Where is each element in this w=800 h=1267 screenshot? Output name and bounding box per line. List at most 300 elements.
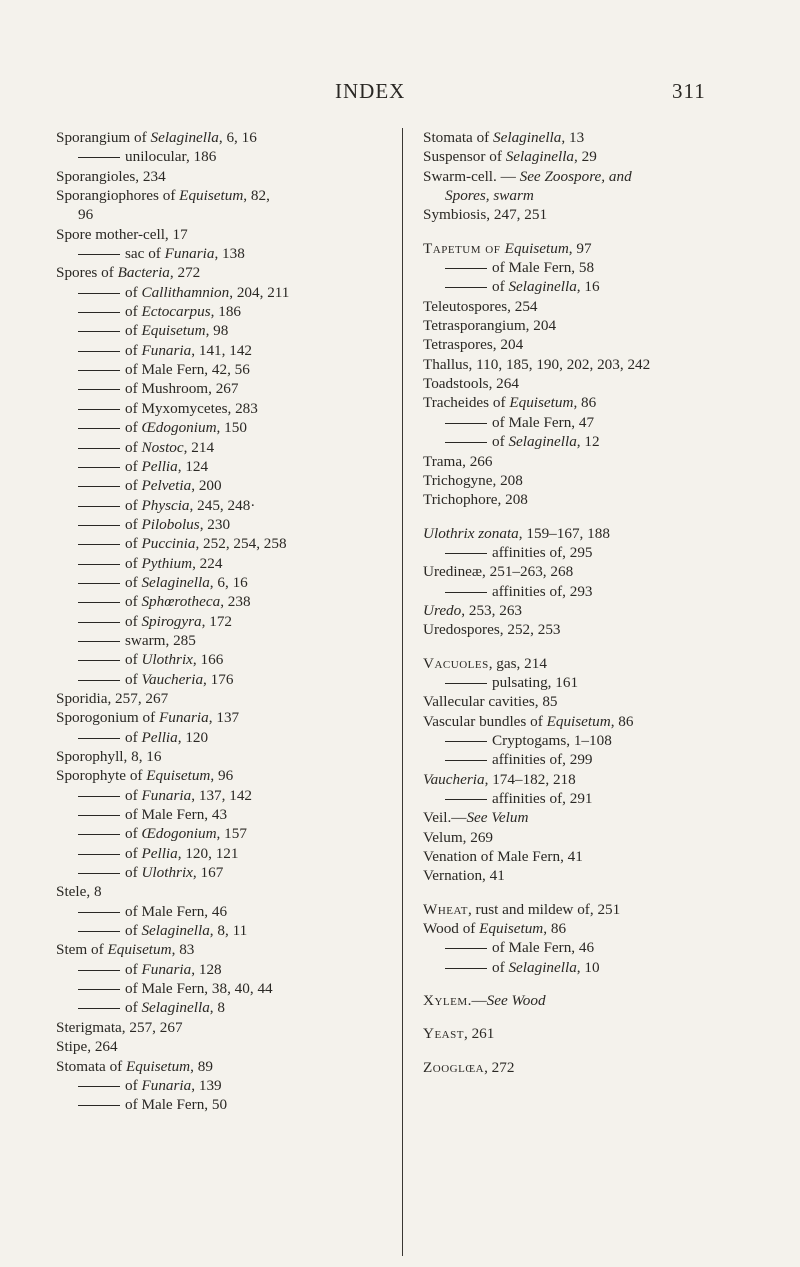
entry-text: Selaginella	[141, 999, 210, 1017]
index-entry	[423, 770, 773, 789]
index-entry	[423, 355, 773, 374]
index-entry	[423, 601, 773, 620]
entry-text: Stomata of	[56, 1057, 127, 1075]
index-entry	[423, 374, 773, 393]
index-subentry	[56, 573, 396, 592]
index-entry	[56, 882, 396, 901]
entry-text: , 86	[610, 712, 634, 730]
entry-text: Wood of	[423, 920, 480, 938]
entry-text: Sporidia, 257, 267	[56, 689, 169, 707]
index-entry	[56, 1057, 396, 1076]
entry-text: , 186	[210, 303, 242, 321]
page-title: INDEX	[335, 79, 406, 103]
section-gap	[423, 640, 773, 654]
entry-text: , 137	[208, 709, 240, 727]
index-subentry	[56, 592, 396, 611]
entry-text: , rust and mildew of, 251	[467, 900, 621, 918]
entry-text: Zooglœa	[423, 1058, 485, 1076]
entry-text: affinities of, 299	[492, 751, 593, 769]
entry-text: Stem of	[56, 941, 108, 959]
entry-text: of	[125, 728, 142, 746]
entry-text: unilocular, 186	[125, 148, 217, 166]
index-subentry	[56, 457, 396, 476]
index-subentry	[56, 399, 396, 418]
entry-text: , 238	[220, 593, 251, 611]
index-subentry	[423, 413, 773, 432]
entry-text: of	[125, 535, 142, 553]
entry-text: , 13	[561, 129, 585, 146]
entry-text: Vallecular cavities, 85	[423, 693, 558, 711]
entry-text: of Male Fern, 46	[125, 902, 228, 920]
index-entry	[423, 490, 773, 509]
entry-text: Tetraspores, 204	[423, 336, 524, 354]
index-subentry	[423, 432, 773, 451]
index-entry	[56, 747, 396, 766]
entry-text: See Wood	[486, 992, 546, 1010]
entry-text: Tapetum of	[423, 239, 505, 257]
entry-text: of	[492, 433, 509, 451]
entry-text: , 272	[169, 264, 201, 282]
entry-text: , 6, 16	[218, 129, 257, 146]
entry-text: Equisetum	[509, 394, 574, 412]
index-continuation	[56, 205, 396, 224]
index-entry	[56, 1037, 396, 1056]
entry-text: Puccinia	[141, 535, 196, 553]
entry-text: , 200	[191, 477, 222, 495]
section-gap	[423, 510, 773, 524]
entry-text: , 138	[214, 245, 245, 263]
entry-text: Suspensor of	[423, 148, 506, 166]
index-subentry	[56, 786, 396, 805]
entry-text: of	[492, 958, 509, 976]
entry-text: Stipe, 264	[56, 1038, 118, 1056]
entry-text: Selaginella	[505, 148, 575, 166]
entry-text: swarm, 285	[125, 631, 196, 649]
index-entry	[423, 562, 773, 581]
index-column-left	[56, 128, 396, 1115]
index-entry	[56, 689, 396, 708]
section-gap	[423, 977, 773, 991]
entry-text: pulsating, 161	[492, 673, 579, 691]
entry-text: affinities of, 293	[492, 582, 593, 600]
index-subentry	[56, 283, 396, 302]
entry-text: of	[125, 922, 142, 940]
entry-text: Pelvetia	[141, 477, 192, 495]
entry-text: of Male Fern, 58	[492, 259, 595, 277]
entry-text: Uredineæ, 251–263, 268	[423, 563, 574, 581]
entry-text: Trama, 266	[423, 452, 493, 470]
index-entry	[423, 239, 773, 258]
entry-text: of	[125, 341, 142, 359]
index-entry	[423, 1058, 773, 1077]
entry-text: Ulothrix	[141, 864, 193, 882]
entry-text: Velum, 269	[423, 828, 494, 846]
index-subentry	[56, 496, 396, 515]
index-subentry	[56, 631, 396, 650]
entry-text: , 98	[205, 322, 229, 340]
entry-text: Tracheides of	[423, 394, 510, 412]
index-continuation	[423, 186, 773, 205]
entry-text: 96	[78, 206, 94, 224]
entry-text: Vascular bundles of	[423, 712, 547, 730]
entry-text: .—	[467, 992, 487, 1010]
entry-text: , 97	[568, 239, 592, 257]
entry-text: of	[125, 283, 142, 301]
entry-text: Funaria	[141, 960, 192, 978]
entry-text: of Myxomycetes, 283	[125, 399, 258, 417]
index-subentry	[56, 650, 396, 669]
index-entry	[423, 866, 773, 885]
entry-text: Ulothrix zonata	[423, 524, 519, 542]
entry-text: Cryptogams, 1–108	[492, 731, 612, 749]
index-entry	[423, 393, 773, 412]
entry-text: , 139	[191, 1076, 222, 1094]
entry-text: Pellia	[141, 728, 178, 746]
entry-text: , 176	[203, 670, 234, 688]
index-entry	[423, 900, 773, 919]
index-entry	[423, 471, 773, 490]
index-subentry	[56, 612, 396, 631]
entry-text: , 157	[216, 825, 247, 843]
entry-text: of	[492, 278, 509, 296]
entry-text: Sporangiophores of	[56, 187, 180, 205]
entry-text: , 120	[177, 728, 209, 746]
entry-text: , 230	[199, 515, 231, 533]
entry-text: Sporophyll, 8, 16	[56, 748, 162, 765]
entry-text: Vernation, 41	[423, 867, 505, 885]
entry-text: , 261	[463, 1025, 495, 1043]
entry-text: Nostoc	[141, 438, 184, 456]
entry-text: Stomata of	[423, 129, 494, 146]
entry-text: , 8	[209, 999, 225, 1017]
index-subentry	[56, 728, 396, 747]
index-subentry	[56, 921, 396, 940]
index-entry	[56, 225, 396, 244]
entry-text: Sporogonium of	[56, 709, 159, 727]
entry-text: Spirogyra	[141, 612, 202, 630]
entry-text: Sporophyte of	[56, 767, 147, 785]
entry-text: Selaginella	[150, 129, 219, 146]
index-column-right	[423, 128, 773, 1077]
entry-text: See Zoospore, and	[519, 167, 632, 185]
entry-text: Œdogonium	[141, 825, 217, 843]
entry-text: Sterigmata, 257, 267	[56, 1018, 183, 1036]
entry-text: Sphœrotheca	[141, 593, 221, 611]
entry-text: , 83	[171, 941, 195, 959]
entry-text: of	[125, 844, 142, 862]
index-subentry	[56, 979, 396, 998]
entry-text: See Velum	[466, 809, 529, 827]
entry-text: of Male Fern, 42, 56	[125, 361, 250, 379]
index-subentry	[56, 1095, 396, 1114]
entry-text: Trichophore, 208	[423, 491, 528, 509]
index-subentry	[56, 670, 396, 689]
entry-text: of	[125, 670, 142, 688]
entry-text: Equisetum	[107, 941, 172, 959]
entry-text: of Mushroom, 267	[125, 380, 239, 398]
index-entry	[56, 766, 396, 785]
entry-text: affinities of, 295	[492, 543, 593, 561]
entry-text: , 8, 11	[209, 922, 248, 940]
entry-text: Selaginella	[141, 573, 210, 591]
index-entry	[423, 297, 773, 316]
entry-text: , 252, 254, 258	[195, 535, 287, 553]
entry-text: Uredo	[423, 601, 462, 619]
entry-text: , 86	[543, 920, 567, 938]
index-entry	[56, 708, 396, 727]
entry-text: , gas, 214	[488, 654, 547, 672]
entry-text: , 141, 142	[191, 341, 252, 359]
index-subentry	[56, 244, 396, 263]
entry-text: Equisetum	[126, 1057, 191, 1075]
entry-text: of	[125, 515, 142, 533]
entry-text: Stele, 8	[56, 883, 102, 901]
entry-text: of Male Fern, 50	[125, 1096, 228, 1114]
entry-text: Vaucheria	[141, 670, 204, 688]
section-gap	[423, 225, 773, 239]
index-entry	[423, 316, 773, 335]
page-number: 311	[672, 79, 706, 103]
entry-text: Vacuoles	[423, 654, 489, 672]
entry-text: , 214	[183, 438, 215, 456]
entry-text: , 204, 211	[229, 283, 290, 301]
entry-text: , 224	[192, 554, 223, 572]
index-subentry	[56, 360, 396, 379]
entry-text: , 167	[192, 864, 224, 882]
entry-text: Veil.—	[423, 809, 467, 827]
index-entry	[423, 991, 773, 1010]
entry-text: Funaria	[141, 341, 192, 359]
entry-text: , 272	[484, 1058, 515, 1076]
index-subentry	[56, 302, 396, 321]
entry-text: Spores, swarm	[445, 187, 534, 205]
entry-text: Pellia	[141, 844, 178, 862]
index-entry	[423, 147, 773, 166]
entry-text: Xylem	[423, 992, 468, 1010]
entry-text: Ulothrix	[141, 651, 193, 669]
entry-text: Œdogonium	[141, 419, 217, 437]
entry-text: Selaginella	[508, 278, 577, 296]
entry-text: of	[125, 496, 142, 514]
entry-text: , 86	[573, 394, 597, 412]
entry-text: , 96	[210, 767, 234, 785]
index-subentry	[56, 515, 396, 534]
index-subentry	[56, 1076, 396, 1095]
section-gap	[423, 1044, 773, 1058]
index-entry	[423, 654, 773, 673]
entry-text: , 159–167, 188	[518, 524, 610, 542]
entry-text: Bacteria	[117, 264, 170, 282]
index-subentry	[56, 321, 396, 340]
entry-text: , 137, 142	[191, 786, 252, 804]
entry-text: of	[125, 864, 142, 882]
entry-text: Swarm-cell. —	[423, 167, 520, 185]
index-subentry	[423, 582, 773, 601]
index-entry	[423, 919, 773, 938]
entry-text: of	[125, 303, 142, 321]
entry-text: of	[125, 825, 142, 843]
entry-text: Equisetum	[479, 920, 544, 938]
entry-text: Selaginella	[141, 922, 210, 940]
entry-text: Trichogyne, 208	[423, 471, 523, 489]
entry-text: Venation of Male Fern, 41	[423, 848, 583, 866]
index-entry	[423, 167, 773, 186]
index-subentry	[56, 844, 396, 863]
index-entry	[423, 620, 773, 639]
entry-text: , 124	[177, 457, 209, 475]
entry-text: Equisetum	[146, 767, 211, 785]
index-entry	[56, 128, 396, 147]
entry-text: Pythium	[141, 554, 193, 572]
entry-text: of	[125, 960, 142, 978]
column-divider	[402, 128, 403, 1256]
entry-text: Symbiosis, 247, 251	[423, 206, 548, 224]
index-subentry	[423, 750, 773, 769]
entry-text: Uredospores, 252, 253	[423, 621, 561, 639]
entry-text: Funaria	[158, 709, 209, 727]
entry-text: Selaginella	[508, 433, 577, 451]
index-entry	[423, 828, 773, 847]
entry-text: of	[125, 322, 142, 340]
index-subentry	[423, 958, 773, 977]
index-subentry	[56, 998, 396, 1017]
entry-text: Funaria	[141, 1076, 192, 1094]
entry-text: Thallus, 110, 185, 190, 202, 203, 242	[423, 355, 651, 373]
index-subentry	[56, 554, 396, 573]
entry-text: Sporangioles, 234	[56, 167, 166, 185]
index-subentry	[56, 476, 396, 495]
section-gap	[423, 1010, 773, 1024]
index-entry	[423, 128, 773, 147]
index-subentry	[56, 147, 396, 166]
entry-text: , 245, 248·	[189, 496, 256, 514]
index-entry	[423, 692, 773, 711]
entry-text: Spores of	[56, 264, 118, 282]
index-entry	[56, 263, 396, 282]
entry-text: Ectocarpus	[141, 303, 211, 321]
index-entry	[423, 712, 773, 731]
entry-text: Teleutospores, 254	[423, 297, 538, 315]
index-subentry	[423, 277, 773, 296]
index-subentry	[56, 341, 396, 360]
index-subentry	[56, 379, 396, 398]
index-subentry	[56, 863, 396, 882]
entry-text: , 12	[576, 433, 600, 451]
entry-text: Funaria	[141, 786, 192, 804]
entry-text: of	[125, 457, 142, 475]
entry-text: , 120, 121	[177, 844, 239, 862]
entry-text: , 29	[574, 148, 597, 166]
entry-text: of Male Fern, 46	[492, 939, 595, 957]
entry-text: , 16	[576, 278, 600, 296]
entry-text: Selaginella	[493, 129, 562, 146]
running-head	[0, 79, 800, 109]
entry-text: , 10	[576, 958, 600, 976]
index-subentry	[56, 824, 396, 843]
entry-text: of	[125, 786, 142, 804]
entry-text: of Male Fern, 43	[125, 806, 228, 824]
index-entry	[56, 940, 396, 959]
entry-text: Spore mother-cell, 17	[56, 225, 188, 243]
index-subentry	[423, 789, 773, 808]
entry-text: Pellia	[141, 457, 178, 475]
entry-text: Sporangium of	[56, 129, 151, 146]
entry-text: of	[125, 554, 142, 572]
index-subentry	[423, 258, 773, 277]
entry-text: Callithamnion	[141, 283, 230, 301]
index-entry	[423, 808, 773, 827]
index-entry	[423, 335, 773, 354]
entry-text: , 150	[216, 419, 247, 437]
entry-text: Equisetum	[141, 322, 206, 340]
index-subentry	[56, 960, 396, 979]
entry-text: Pilobolus	[141, 515, 200, 533]
index-entry	[56, 186, 396, 205]
entry-text: of	[125, 438, 142, 456]
entry-text: Vaucheria	[423, 770, 485, 788]
index-entry	[423, 847, 773, 866]
entry-text: Physcia	[141, 496, 190, 514]
entry-text: Wheat	[423, 900, 468, 918]
entry-text: , 166	[192, 651, 224, 669]
index-entry	[56, 167, 396, 186]
index-entry	[56, 1018, 396, 1037]
entry-text: of	[125, 651, 142, 669]
index-entry	[423, 205, 773, 224]
index-subentry	[56, 805, 396, 824]
index-subentry	[423, 543, 773, 562]
entry-text: of	[125, 593, 142, 611]
index-subentry	[56, 418, 396, 437]
index-entry	[423, 524, 773, 543]
entry-text: , 174–182, 218	[484, 770, 576, 788]
index-entry	[423, 1024, 773, 1043]
entry-text: of	[125, 573, 142, 591]
entry-text: Equisetum	[179, 187, 244, 205]
entry-text: of Male Fern, 38, 40, 44	[125, 980, 273, 998]
entry-text: affinities of, 291	[492, 790, 593, 807]
entry-text: , 172	[201, 612, 233, 630]
entry-text: Funaria	[164, 245, 215, 263]
index-subentry	[56, 438, 396, 457]
entry-text: , 82,	[243, 187, 270, 205]
index-subentry	[423, 938, 773, 957]
index-subentry	[56, 902, 396, 921]
entry-text: of	[125, 477, 142, 495]
entry-text: of	[125, 419, 142, 437]
entry-text: , 128	[191, 960, 222, 978]
entry-text: Equisetum	[504, 239, 569, 257]
entry-text: Equisetum	[546, 712, 611, 730]
entry-text: , 89	[190, 1057, 213, 1075]
entry-text: Yeast	[423, 1025, 464, 1043]
index-entry	[423, 452, 773, 471]
index-subentry	[423, 673, 773, 692]
entry-text: sac of	[125, 245, 165, 263]
index-subentry	[56, 534, 396, 553]
entry-text: of Male Fern, 47	[492, 413, 595, 431]
entry-text: of	[125, 1076, 142, 1094]
section-gap	[423, 886, 773, 900]
entry-text: Tetrasporangium, 204	[423, 317, 557, 335]
entry-text: Selaginella	[508, 958, 577, 976]
entry-text: , 6, 16	[209, 573, 248, 591]
entry-text: of	[125, 612, 142, 630]
entry-text: of	[125, 999, 142, 1017]
entry-text: , 253, 263	[461, 601, 522, 619]
index-subentry	[423, 731, 773, 750]
entry-text: Toadstools, 264	[423, 375, 519, 393]
